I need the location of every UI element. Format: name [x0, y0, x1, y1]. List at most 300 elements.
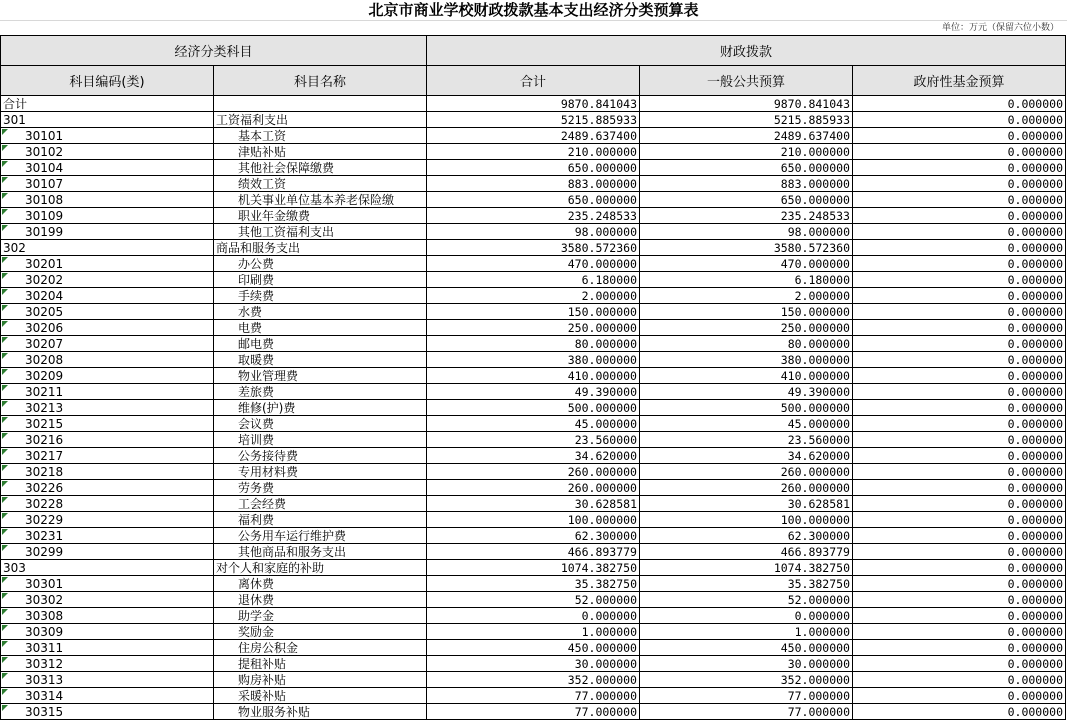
row-fund-cell[interactable]: [853, 672, 1066, 688]
table-row[interactable]: [1, 528, 1066, 544]
row-general-cell[interactable]: [640, 496, 853, 512]
row-name-cell[interactable]: [214, 272, 427, 288]
row-total-cell[interactable]: [427, 144, 640, 160]
cell-indicator-icon: [2, 257, 8, 263]
cell-text: 0.000000: [1007, 304, 1063, 319]
cell-text: 0.000000: [1007, 288, 1063, 303]
row-name-cell[interactable]: [214, 240, 427, 256]
row-fund-cell[interactable]: [853, 112, 1066, 128]
row-fund-cell[interactable]: [853, 528, 1066, 544]
row-code-cell[interactable]: [1, 528, 214, 544]
cell-text: 49.390000: [574, 384, 637, 399]
row-code-cell[interactable]: [1, 592, 214, 608]
cell-text: 23.560000: [574, 432, 637, 447]
table-row[interactable]: [1, 592, 1066, 608]
row-total-cell[interactable]: [427, 384, 640, 400]
cell-text: 0.000000: [1007, 432, 1063, 447]
row-fund-cell[interactable]: [853, 512, 1066, 528]
table-row[interactable]: [1, 416, 1066, 432]
cell-indicator-icon: [2, 193, 8, 199]
table-row[interactable]: [1, 544, 1066, 560]
row-fund-cell[interactable]: [853, 96, 1066, 112]
table-row[interactable]: [1, 384, 1066, 400]
row-general-cell[interactable]: [640, 512, 853, 528]
row-total-cell[interactable]: [427, 288, 640, 304]
row-name-cell[interactable]: [214, 608, 427, 624]
cell-text: 0.000000: [794, 608, 850, 623]
cell-indicator-icon: [2, 353, 8, 359]
cell-text: 物业管理费: [238, 368, 299, 383]
cell-indicator-icon: [2, 161, 8, 167]
table-row[interactable]: [1, 288, 1066, 304]
row-total-cell[interactable]: [427, 176, 640, 192]
table-row[interactable]: [1, 640, 1066, 656]
row-total-cell[interactable]: [427, 400, 640, 416]
row-code-cell[interactable]: [1, 368, 214, 384]
row-total-cell[interactable]: [427, 576, 640, 592]
row-total-cell[interactable]: [427, 256, 640, 272]
row-name-cell[interactable]: [214, 400, 427, 416]
row-name-cell[interactable]: [214, 256, 427, 272]
table-row[interactable]: [1, 624, 1066, 640]
row-code-cell[interactable]: [1, 512, 214, 528]
row-total-cell[interactable]: [427, 224, 640, 240]
row-general-cell[interactable]: [640, 144, 853, 160]
table-row[interactable]: [1, 272, 1066, 288]
row-general-cell[interactable]: [640, 640, 853, 656]
row-fund-cell[interactable]: [853, 176, 1066, 192]
cell-text: 30107: [25, 176, 64, 191]
row-fund-cell[interactable]: [853, 480, 1066, 496]
row-code-cell[interactable]: [1, 96, 214, 112]
row-total-cell[interactable]: [427, 544, 640, 560]
row-fund-cell[interactable]: [853, 432, 1066, 448]
row-name-cell[interactable]: [214, 128, 427, 144]
cell-text: 提租补贴: [238, 656, 287, 671]
table-row[interactable]: [1, 192, 1066, 208]
table-row[interactable]: [1, 448, 1066, 464]
cell-indicator-icon: [2, 465, 8, 471]
table-row[interactable]: [1, 368, 1066, 384]
row-name-cell[interactable]: [214, 480, 427, 496]
row-general-cell[interactable]: [640, 448, 853, 464]
table-row[interactable]: [1, 512, 1066, 528]
cell-text: 30312: [25, 656, 64, 671]
row-name-cell[interactable]: [214, 624, 427, 640]
row-code-cell[interactable]: [1, 560, 214, 576]
row-code-cell[interactable]: [1, 128, 214, 144]
table-row[interactable]: [1, 256, 1066, 272]
row-code-cell[interactable]: [1, 208, 214, 224]
row-total-cell[interactable]: [427, 272, 640, 288]
table-row[interactable]: [1, 224, 1066, 240]
cell-text: 0.000000: [1007, 272, 1063, 287]
row-name-cell[interactable]: [214, 192, 427, 208]
row-general-cell[interactable]: [640, 272, 853, 288]
row-fund-cell[interactable]: [853, 640, 1066, 656]
table-row[interactable]: [1, 400, 1066, 416]
row-fund-cell[interactable]: [853, 592, 1066, 608]
row-total-cell[interactable]: [427, 464, 640, 480]
row-code-cell[interactable]: [1, 240, 214, 256]
cell-indicator-icon: [2, 209, 8, 215]
cell-indicator-icon: [2, 369, 8, 375]
row-fund-cell[interactable]: [853, 464, 1066, 480]
row-fund-cell[interactable]: [853, 128, 1066, 144]
cell-indicator-icon: [2, 545, 8, 551]
row-code-cell[interactable]: [1, 192, 214, 208]
row-total-cell[interactable]: [427, 560, 640, 576]
row-general-cell[interactable]: [640, 240, 853, 256]
table-row[interactable]: [1, 560, 1066, 576]
row-fund-cell[interactable]: [853, 496, 1066, 512]
row-fund-cell[interactable]: [853, 192, 1066, 208]
row-name-cell[interactable]: [214, 336, 427, 352]
table-row[interactable]: [1, 320, 1066, 336]
row-general-cell[interactable]: [640, 128, 853, 144]
row-general-cell[interactable]: [640, 416, 853, 432]
row-name-cell[interactable]: [214, 448, 427, 464]
row-code-cell[interactable]: [1, 688, 214, 704]
row-general-cell[interactable]: [640, 608, 853, 624]
row-code-cell[interactable]: [1, 496, 214, 512]
row-total-cell[interactable]: [427, 592, 640, 608]
table-row[interactable]: [1, 336, 1066, 352]
cell-text: 49.390000: [787, 384, 850, 399]
row-fund-cell[interactable]: [853, 224, 1066, 240]
row-general-cell[interactable]: [640, 400, 853, 416]
row-name-cell[interactable]: [214, 496, 427, 512]
row-code-cell[interactable]: [1, 272, 214, 288]
cell-text: 30218: [25, 464, 64, 479]
cell-indicator-icon: [2, 577, 8, 583]
row-general-cell[interactable]: [640, 96, 853, 112]
row-fund-cell[interactable]: [853, 160, 1066, 176]
table-row[interactable]: [1, 656, 1066, 672]
row-fund-cell[interactable]: [853, 368, 1066, 384]
row-general-cell[interactable]: [640, 336, 853, 352]
row-code-cell[interactable]: [1, 544, 214, 560]
row-fund-cell[interactable]: [853, 288, 1066, 304]
table-body: [1, 96, 1066, 720]
row-name-cell[interactable]: [214, 304, 427, 320]
row-name-cell[interactable]: [214, 368, 427, 384]
table-row[interactable]: [1, 112, 1066, 128]
cell-text: 0.000000: [1007, 448, 1063, 463]
row-name-cell[interactable]: [214, 144, 427, 160]
cell-text: 6.180000: [794, 272, 850, 287]
row-name-cell[interactable]: [214, 208, 427, 224]
row-code-cell[interactable]: [1, 224, 214, 240]
row-total-cell[interactable]: [427, 352, 640, 368]
table-row[interactable]: [1, 672, 1066, 688]
table-row[interactable]: [1, 96, 1066, 112]
table-row[interactable]: [1, 608, 1066, 624]
row-code-cell[interactable]: [1, 624, 214, 640]
row-name-cell[interactable]: [214, 704, 427, 720]
cell-text: 30.628581: [787, 496, 850, 511]
row-general-cell[interactable]: [640, 432, 853, 448]
row-name-cell[interactable]: [214, 464, 427, 480]
row-general-cell[interactable]: [640, 224, 853, 240]
row-code-cell[interactable]: [1, 448, 214, 464]
row-total-cell[interactable]: [427, 672, 640, 688]
cell-text: 其他社会保障缴费: [238, 160, 335, 175]
cell-text: 650.000000: [780, 192, 850, 207]
table-row[interactable]: [1, 304, 1066, 320]
row-name-cell[interactable]: [214, 224, 427, 240]
cell-text: 77.000000: [574, 688, 637, 703]
row-general-cell[interactable]: [640, 208, 853, 224]
row-general-cell[interactable]: [640, 304, 853, 320]
row-fund-cell[interactable]: [853, 576, 1066, 592]
row-general-cell[interactable]: [640, 704, 853, 720]
row-total-cell[interactable]: [427, 480, 640, 496]
table-row[interactable]: [1, 144, 1066, 160]
row-fund-cell[interactable]: [853, 240, 1066, 256]
row-name-cell[interactable]: [214, 592, 427, 608]
row-name-cell[interactable]: [214, 160, 427, 176]
row-fund-cell[interactable]: [853, 624, 1066, 640]
row-total-cell[interactable]: [427, 496, 640, 512]
row-general-cell[interactable]: [640, 288, 853, 304]
row-code-cell[interactable]: [1, 400, 214, 416]
table-row[interactable]: [1, 208, 1066, 224]
row-total-cell[interactable]: [427, 128, 640, 144]
cell-indicator-icon: [2, 145, 8, 151]
row-total-cell[interactable]: [427, 320, 640, 336]
row-total-cell[interactable]: [427, 208, 640, 224]
cell-text: 0.000000: [1007, 176, 1063, 191]
cell-text: 34.620000: [787, 448, 850, 463]
row-fund-cell[interactable]: [853, 608, 1066, 624]
row-code-cell[interactable]: [1, 672, 214, 688]
row-code-cell[interactable]: [1, 704, 214, 720]
row-fund-cell[interactable]: [853, 336, 1066, 352]
row-fund-cell[interactable]: [853, 448, 1066, 464]
row-code-cell[interactable]: [1, 304, 214, 320]
row-name-cell[interactable]: [214, 528, 427, 544]
row-fund-cell[interactable]: [853, 656, 1066, 672]
row-general-cell[interactable]: [640, 656, 853, 672]
row-general-cell[interactable]: [640, 480, 853, 496]
row-name-cell[interactable]: [214, 320, 427, 336]
row-name-cell[interactable]: [214, 288, 427, 304]
row-total-cell[interactable]: [427, 704, 640, 720]
cell-text: 0.000000: [1007, 240, 1063, 255]
cell-text: 98.000000: [574, 224, 637, 239]
row-general-cell[interactable]: [640, 192, 853, 208]
table-row[interactable]: [1, 176, 1066, 192]
table-row[interactable]: [1, 576, 1066, 592]
row-fund-cell[interactable]: [853, 304, 1066, 320]
cell-indicator-icon: [2, 657, 8, 663]
row-fund-cell[interactable]: [853, 544, 1066, 560]
table-row[interactable]: [1, 464, 1066, 480]
cell-text: 0.000000: [1007, 112, 1063, 127]
row-name-cell[interactable]: [214, 112, 427, 128]
row-total-cell[interactable]: [427, 640, 640, 656]
row-code-cell[interactable]: [1, 480, 214, 496]
row-total-cell[interactable]: [427, 528, 640, 544]
table-row[interactable]: [1, 496, 1066, 512]
row-general-cell[interactable]: [640, 464, 853, 480]
row-total-cell[interactable]: [427, 432, 640, 448]
cell-text: 1074.382750: [773, 560, 850, 575]
cell-text: 30204: [25, 288, 64, 303]
row-code-cell[interactable]: [1, 112, 214, 128]
row-name-cell[interactable]: [214, 560, 427, 576]
row-name-cell[interactable]: [214, 176, 427, 192]
cell-text: 77.000000: [787, 688, 850, 703]
row-general-cell[interactable]: [640, 688, 853, 704]
row-name-cell[interactable]: [214, 416, 427, 432]
row-code-cell[interactable]: [1, 144, 214, 160]
row-code-cell[interactable]: [1, 160, 214, 176]
row-code-cell[interactable]: [1, 640, 214, 656]
unit-note: 单位：万元（保留六位小数）: [941, 23, 1059, 33]
cell-indicator-icon: [2, 481, 8, 487]
table-row[interactable]: [1, 352, 1066, 368]
row-general-cell[interactable]: [640, 592, 853, 608]
row-fund-cell[interactable]: [853, 352, 1066, 368]
cell-text: 购房补贴: [238, 672, 287, 687]
row-general-cell[interactable]: [640, 560, 853, 576]
row-total-cell[interactable]: [427, 240, 640, 256]
row-fund-cell[interactable]: [853, 688, 1066, 704]
row-code-cell[interactable]: [1, 464, 214, 480]
cell-text: 303: [3, 560, 26, 575]
row-total-cell[interactable]: [427, 112, 640, 128]
row-general-cell[interactable]: [640, 256, 853, 272]
table-row[interactable]: [1, 128, 1066, 144]
row-total-cell[interactable]: [427, 368, 640, 384]
cell-indicator-icon: [2, 225, 8, 231]
cell-text: 30199: [25, 224, 64, 239]
row-total-cell[interactable]: [427, 512, 640, 528]
table-row[interactable]: [1, 704, 1066, 720]
cell-text: 0.000000: [1007, 128, 1063, 143]
cell-text: 0.000000: [1007, 576, 1063, 591]
row-general-cell[interactable]: [640, 624, 853, 640]
row-code-cell[interactable]: [1, 256, 214, 272]
table-row[interactable]: [1, 160, 1066, 176]
cell-text: 470.000000: [780, 256, 850, 271]
row-code-cell[interactable]: [1, 576, 214, 592]
row-total-cell[interactable]: [427, 624, 640, 640]
header-name: 科目名称: [214, 66, 427, 96]
row-code-cell[interactable]: [1, 288, 214, 304]
table-row[interactable]: [1, 480, 1066, 496]
row-fund-cell[interactable]: [853, 256, 1066, 272]
row-fund-cell[interactable]: [853, 704, 1066, 720]
row-fund-cell[interactable]: [853, 384, 1066, 400]
row-total-cell[interactable]: [427, 192, 640, 208]
row-fund-cell[interactable]: [853, 400, 1066, 416]
row-total-cell[interactable]: [427, 608, 640, 624]
row-total-cell[interactable]: [427, 448, 640, 464]
row-name-cell[interactable]: [214, 672, 427, 688]
row-general-cell[interactable]: [640, 384, 853, 400]
cell-text: 500.000000: [780, 400, 850, 415]
row-fund-cell[interactable]: [853, 560, 1066, 576]
row-general-cell[interactable]: [640, 672, 853, 688]
row-fund-cell[interactable]: [853, 272, 1066, 288]
row-code-cell[interactable]: [1, 336, 214, 352]
cell-text: 0.000000: [1007, 144, 1063, 159]
table-row[interactable]: [1, 432, 1066, 448]
row-total-cell[interactable]: [427, 688, 640, 704]
cell-text: 98.000000: [787, 224, 850, 239]
cell-text: 其他工资福利支出: [238, 224, 335, 239]
row-code-cell[interactable]: [1, 656, 214, 672]
row-name-cell[interactable]: [214, 512, 427, 528]
header-fund: 政府性基金预算: [853, 66, 1066, 96]
row-name-cell[interactable]: [214, 96, 427, 112]
row-code-cell[interactable]: [1, 384, 214, 400]
row-code-cell[interactable]: [1, 352, 214, 368]
row-name-cell[interactable]: [214, 640, 427, 656]
row-general-cell[interactable]: [640, 544, 853, 560]
row-general-cell[interactable]: [640, 320, 853, 336]
row-general-cell[interactable]: [640, 368, 853, 384]
row-fund-cell[interactable]: [853, 208, 1066, 224]
row-name-cell[interactable]: [214, 576, 427, 592]
cell-text: 公务接待费: [238, 448, 299, 463]
row-fund-cell[interactable]: [853, 320, 1066, 336]
row-fund-cell[interactable]: [853, 416, 1066, 432]
table-row[interactable]: [1, 688, 1066, 704]
row-name-cell[interactable]: [214, 656, 427, 672]
row-total-cell[interactable]: [427, 96, 640, 112]
cell-text: 30.628581: [574, 496, 637, 511]
row-name-cell[interactable]: [214, 384, 427, 400]
row-total-cell[interactable]: [427, 304, 640, 320]
row-general-cell[interactable]: [640, 176, 853, 192]
row-code-cell[interactable]: [1, 608, 214, 624]
row-general-cell[interactable]: [640, 112, 853, 128]
row-general-cell[interactable]: [640, 160, 853, 176]
cell-text: 35.382750: [574, 576, 637, 591]
cell-text: 0.000000: [1007, 384, 1063, 399]
cell-text: 2489.637400: [773, 128, 850, 143]
cell-text: 2.000000: [581, 288, 637, 303]
cell-text: 1074.382750: [560, 560, 637, 575]
row-code-cell[interactable]: [1, 416, 214, 432]
row-general-cell[interactable]: [640, 528, 853, 544]
cell-text: 30104: [25, 160, 64, 175]
cell-text: 30102: [25, 144, 64, 159]
table-row[interactable]: [1, 240, 1066, 256]
row-code-cell[interactable]: [1, 432, 214, 448]
row-code-cell[interactable]: [1, 320, 214, 336]
cell-text: 80.000000: [574, 336, 637, 351]
row-total-cell[interactable]: [427, 416, 640, 432]
row-total-cell[interactable]: [427, 656, 640, 672]
row-name-cell[interactable]: [214, 688, 427, 704]
row-name-cell[interactable]: [214, 432, 427, 448]
row-general-cell[interactable]: [640, 352, 853, 368]
cell-indicator-icon: [2, 417, 8, 423]
row-code-cell[interactable]: [1, 176, 214, 192]
row-name-cell[interactable]: [214, 544, 427, 560]
row-fund-cell[interactable]: [853, 144, 1066, 160]
row-name-cell[interactable]: [214, 352, 427, 368]
row-general-cell[interactable]: [640, 576, 853, 592]
row-total-cell[interactable]: [427, 336, 640, 352]
header-group-economic: 经济分类科目: [1, 36, 427, 66]
row-total-cell[interactable]: [427, 160, 640, 176]
